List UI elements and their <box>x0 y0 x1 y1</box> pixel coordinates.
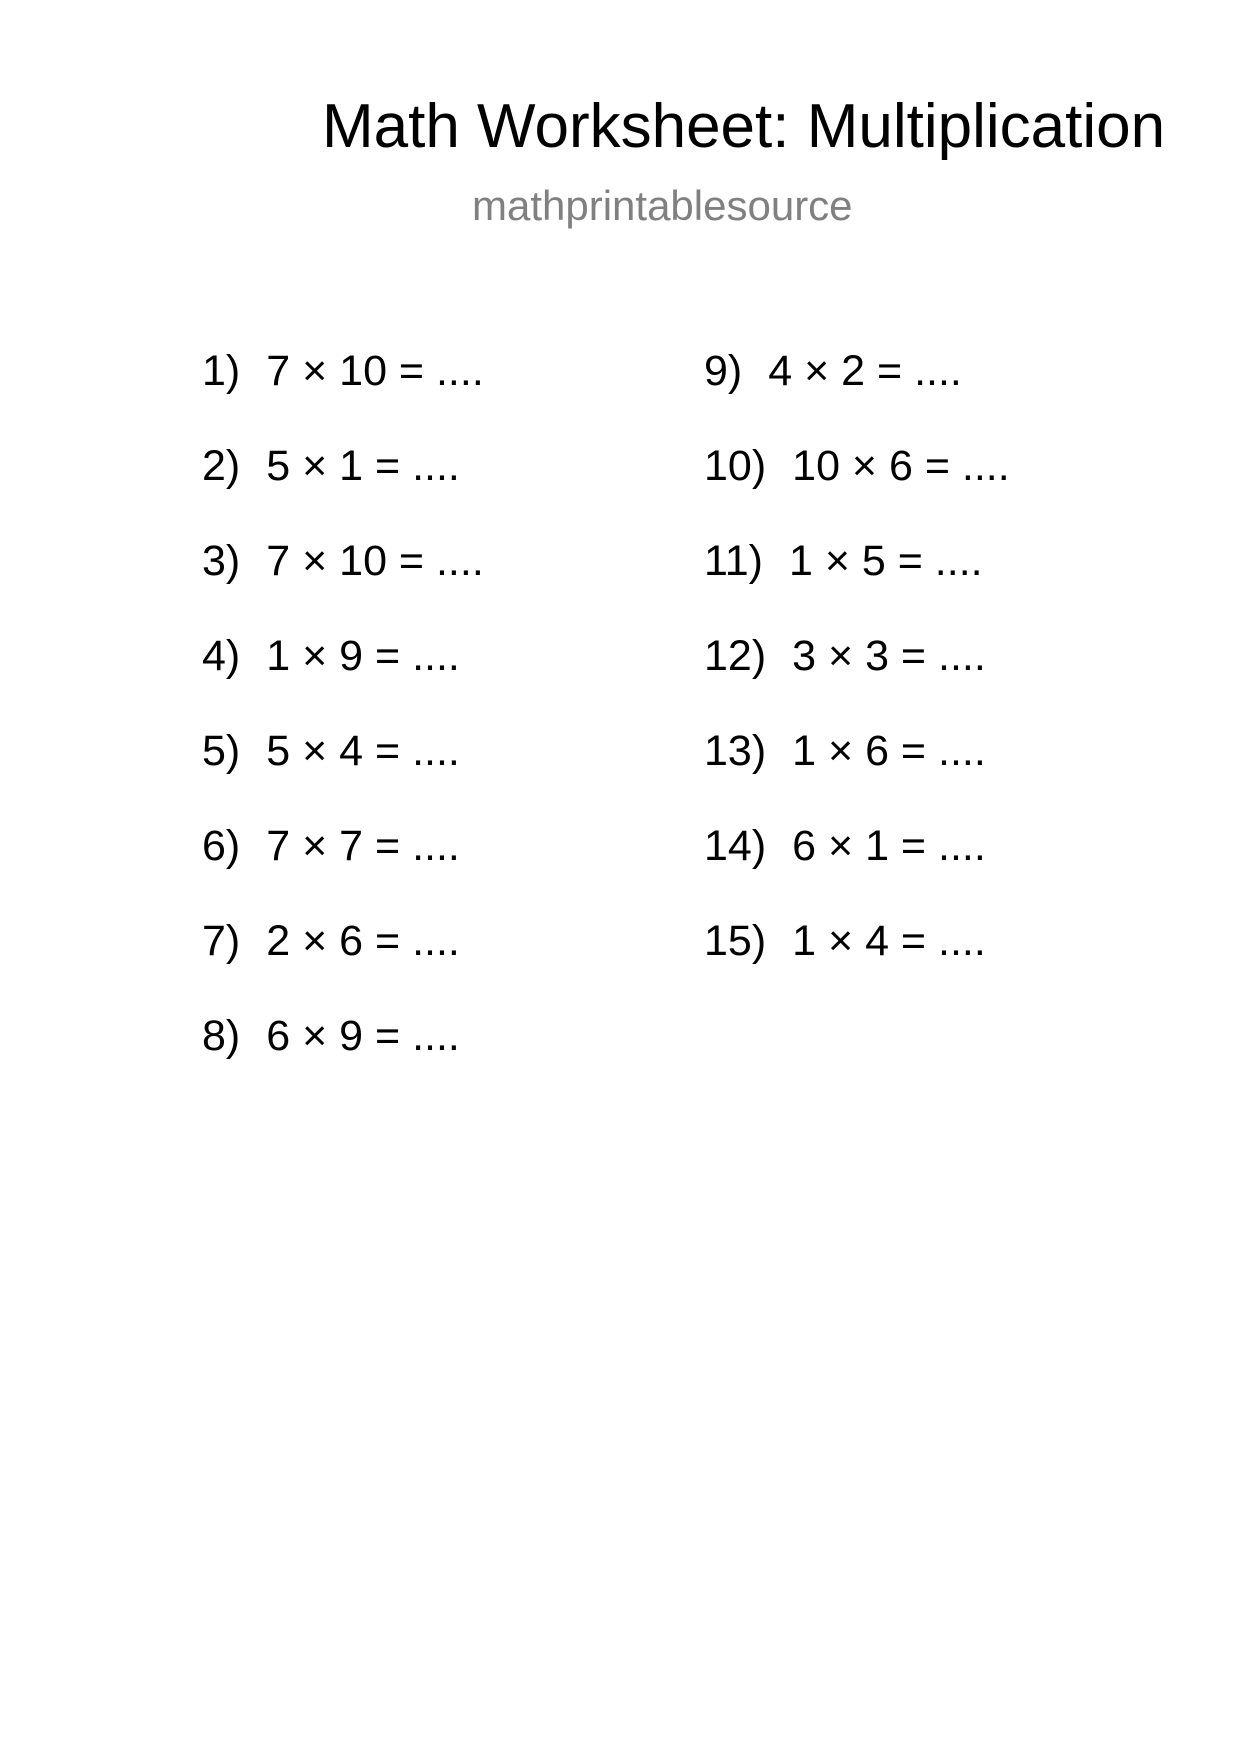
problem-item <box>202 727 484 825</box>
problem-item <box>704 822 1010 920</box>
problem-expression: 6 × 9 = .... <box>266 1012 460 1060</box>
problem-expression: 4 × 2 = .... <box>768 347 962 395</box>
problem-expression: 1 × 6 = .... <box>792 727 986 775</box>
worksheet-source: mathprintablesource <box>472 182 853 229</box>
problem-number: 6) <box>202 822 241 870</box>
problem-expression: 3 × 3 = .... <box>792 632 986 680</box>
problem-number: 12) <box>704 632 767 680</box>
problem-item <box>202 537 484 635</box>
problem-item <box>202 917 484 1015</box>
problem-number: 1) <box>202 347 241 395</box>
problem-column-left <box>202 347 484 1110</box>
problem-expression: 1 × 5 = .... <box>788 537 983 585</box>
problem-number: 7) <box>202 917 241 965</box>
problem-expression: 10 × 6 = .... <box>792 442 1010 490</box>
problem-expression: 2 × 6 = .... <box>266 917 460 965</box>
problem-number: 14) <box>704 822 767 870</box>
problem-expression: 7 × 10 = .... <box>266 347 484 395</box>
problem-expression: 6 × 1 = .... <box>792 822 986 870</box>
problem-column-right <box>704 347 1010 1015</box>
problem-number: 10) <box>704 442 767 490</box>
problem-number: 4) <box>202 632 241 680</box>
problem-expression: 5 × 1 = .... <box>266 442 460 490</box>
problem-item <box>202 632 484 730</box>
problem-number: 3) <box>202 537 241 585</box>
problem-expression: 7 × 7 = .... <box>266 822 460 870</box>
problem-item <box>704 442 1010 540</box>
problem-item <box>704 537 1010 635</box>
problem-item <box>704 347 1010 445</box>
problem-number: 15) <box>704 917 767 965</box>
problem-number: 11) <box>704 537 763 585</box>
problem-item <box>202 1012 484 1110</box>
problem-item <box>202 442 484 540</box>
problem-expression: 7 × 10 = .... <box>266 537 484 585</box>
problem-expression: 1 × 4 = .... <box>792 917 986 965</box>
problem-expression: 1 × 9 = .... <box>266 632 460 680</box>
problem-number: 2) <box>202 442 241 490</box>
problem-number: 9) <box>704 347 743 395</box>
problem-item <box>704 917 1010 1015</box>
problem-number: 5) <box>202 727 241 775</box>
problem-item <box>202 347 484 445</box>
problem-item <box>704 632 1010 730</box>
problem-expression: 5 × 4 = .... <box>266 727 460 775</box>
problem-item <box>202 822 484 920</box>
worksheet-title: Math Worksheet: Multiplication <box>322 92 1166 161</box>
problem-number: 8) <box>202 1012 241 1060</box>
problem-item <box>704 727 1010 825</box>
problem-number: 13) <box>704 727 767 775</box>
